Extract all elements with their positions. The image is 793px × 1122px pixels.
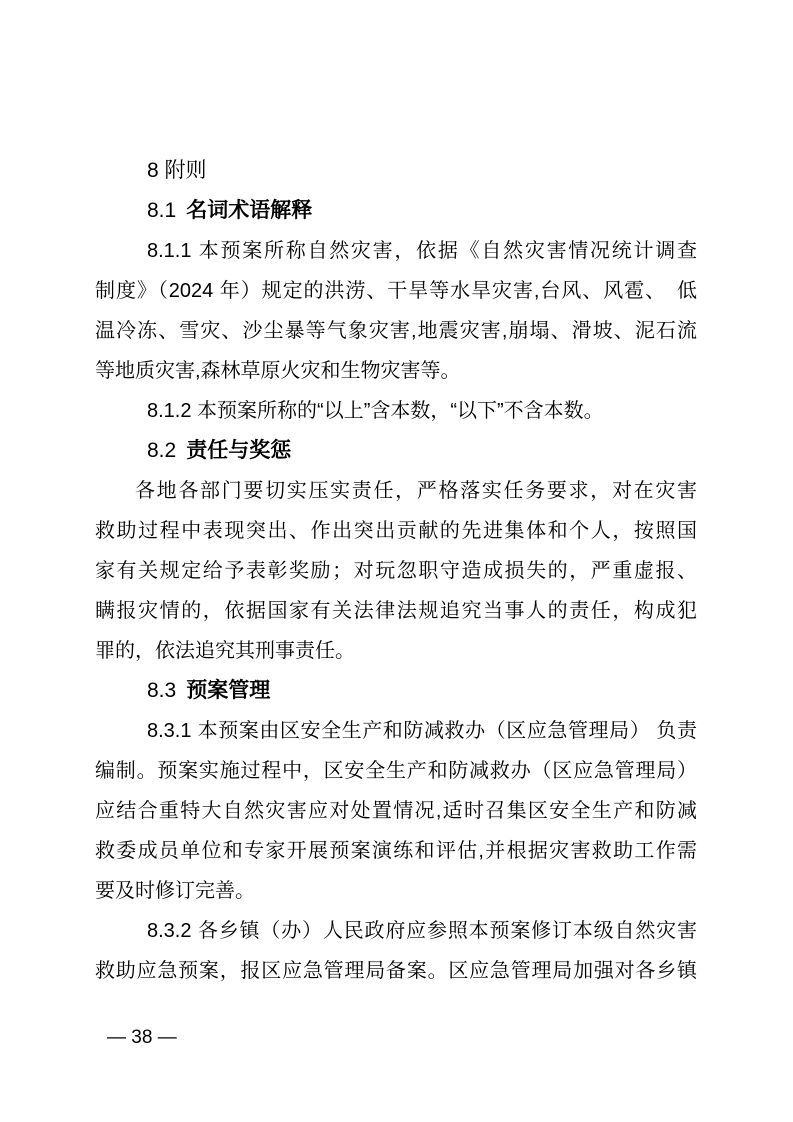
paragraph-line: 8.3.1 本预案由区安全生产和防减救办（区应急管理局） 负责 (147, 720, 697, 742)
section-title: 名词术语解释 (186, 199, 313, 222)
paragraph-line: 制度》（2024 年）规定的洪涝、干旱等水旱灾害,台风、风雹、 低 (95, 280, 697, 302)
paragraph-line: 救助过程中表现突出、作出突出贡献的先进集体和个人，按照国 (95, 520, 697, 542)
paragraph-line: 编制。预案实施过程中，区安全生产和防减救办（区应急管理局） (95, 760, 697, 782)
chapter-heading: 8 附则 (147, 159, 207, 182)
paragraph-line: 温冷冻、雪灾、沙尘暴等气象灾害,地震灾害,崩塌、滑坡、泥石流 (95, 320, 697, 342)
paragraph-line: 罪的，依法追究其刑事责任。 (95, 640, 355, 662)
document-body (95, 151, 697, 991)
paragraph-line: 应结合重特大自然灾害应对处置情况,适时召集区安全生产和防减 (95, 800, 697, 822)
section-8-2-heading (95, 431, 697, 471)
section-number: 8.1 (147, 199, 177, 222)
paragraph-line: 家有关规定给予表彰奖励；对玩忽职守造成损失的，严重虚报、 (95, 560, 697, 582)
paragraph-line: 要及时修订完善。 (95, 880, 255, 902)
section-8-3-heading (95, 671, 697, 711)
paragraph-line: 救委成员单位和专家开展预案演练和评估,并根据灾害救助工作需 (95, 840, 697, 862)
paragraph-line: 等地质灾害,森林草原火灾和生物灾害等。 (95, 360, 461, 382)
section-number: 8.3 (147, 679, 177, 702)
page-number: — 38 — (107, 1027, 177, 1048)
paragraph-line: 各地各部门要切实压实责任，严格落实任务要求，对在灾害 (135, 480, 697, 502)
paragraph-line: 瞒报灾情的，依据国家有关法律法规追究当事人的责任，构成犯 (95, 600, 697, 622)
paragraph-line: 8.3.2 各乡镇（办）人民政府应参照本预案修订本级自然灾害 (147, 920, 697, 942)
paragraph-line: 8.1.2 本预案所称的“以上”含本数，“以下”不含本数。 (147, 400, 604, 422)
section-8-1-heading (95, 191, 697, 231)
paragraph-line: 8.1.1 本预案所称自然灾害，依据《自然灾害情况统计调查 (147, 240, 697, 262)
section-number: 8.2 (147, 439, 177, 462)
section-title: 预案管理 (186, 679, 271, 702)
section-title: 责任与奖惩 (186, 439, 292, 462)
paragraph-line: 救助应急预案，报区应急管理局备案。区应急管理局加强对各乡镇 (95, 960, 697, 982)
